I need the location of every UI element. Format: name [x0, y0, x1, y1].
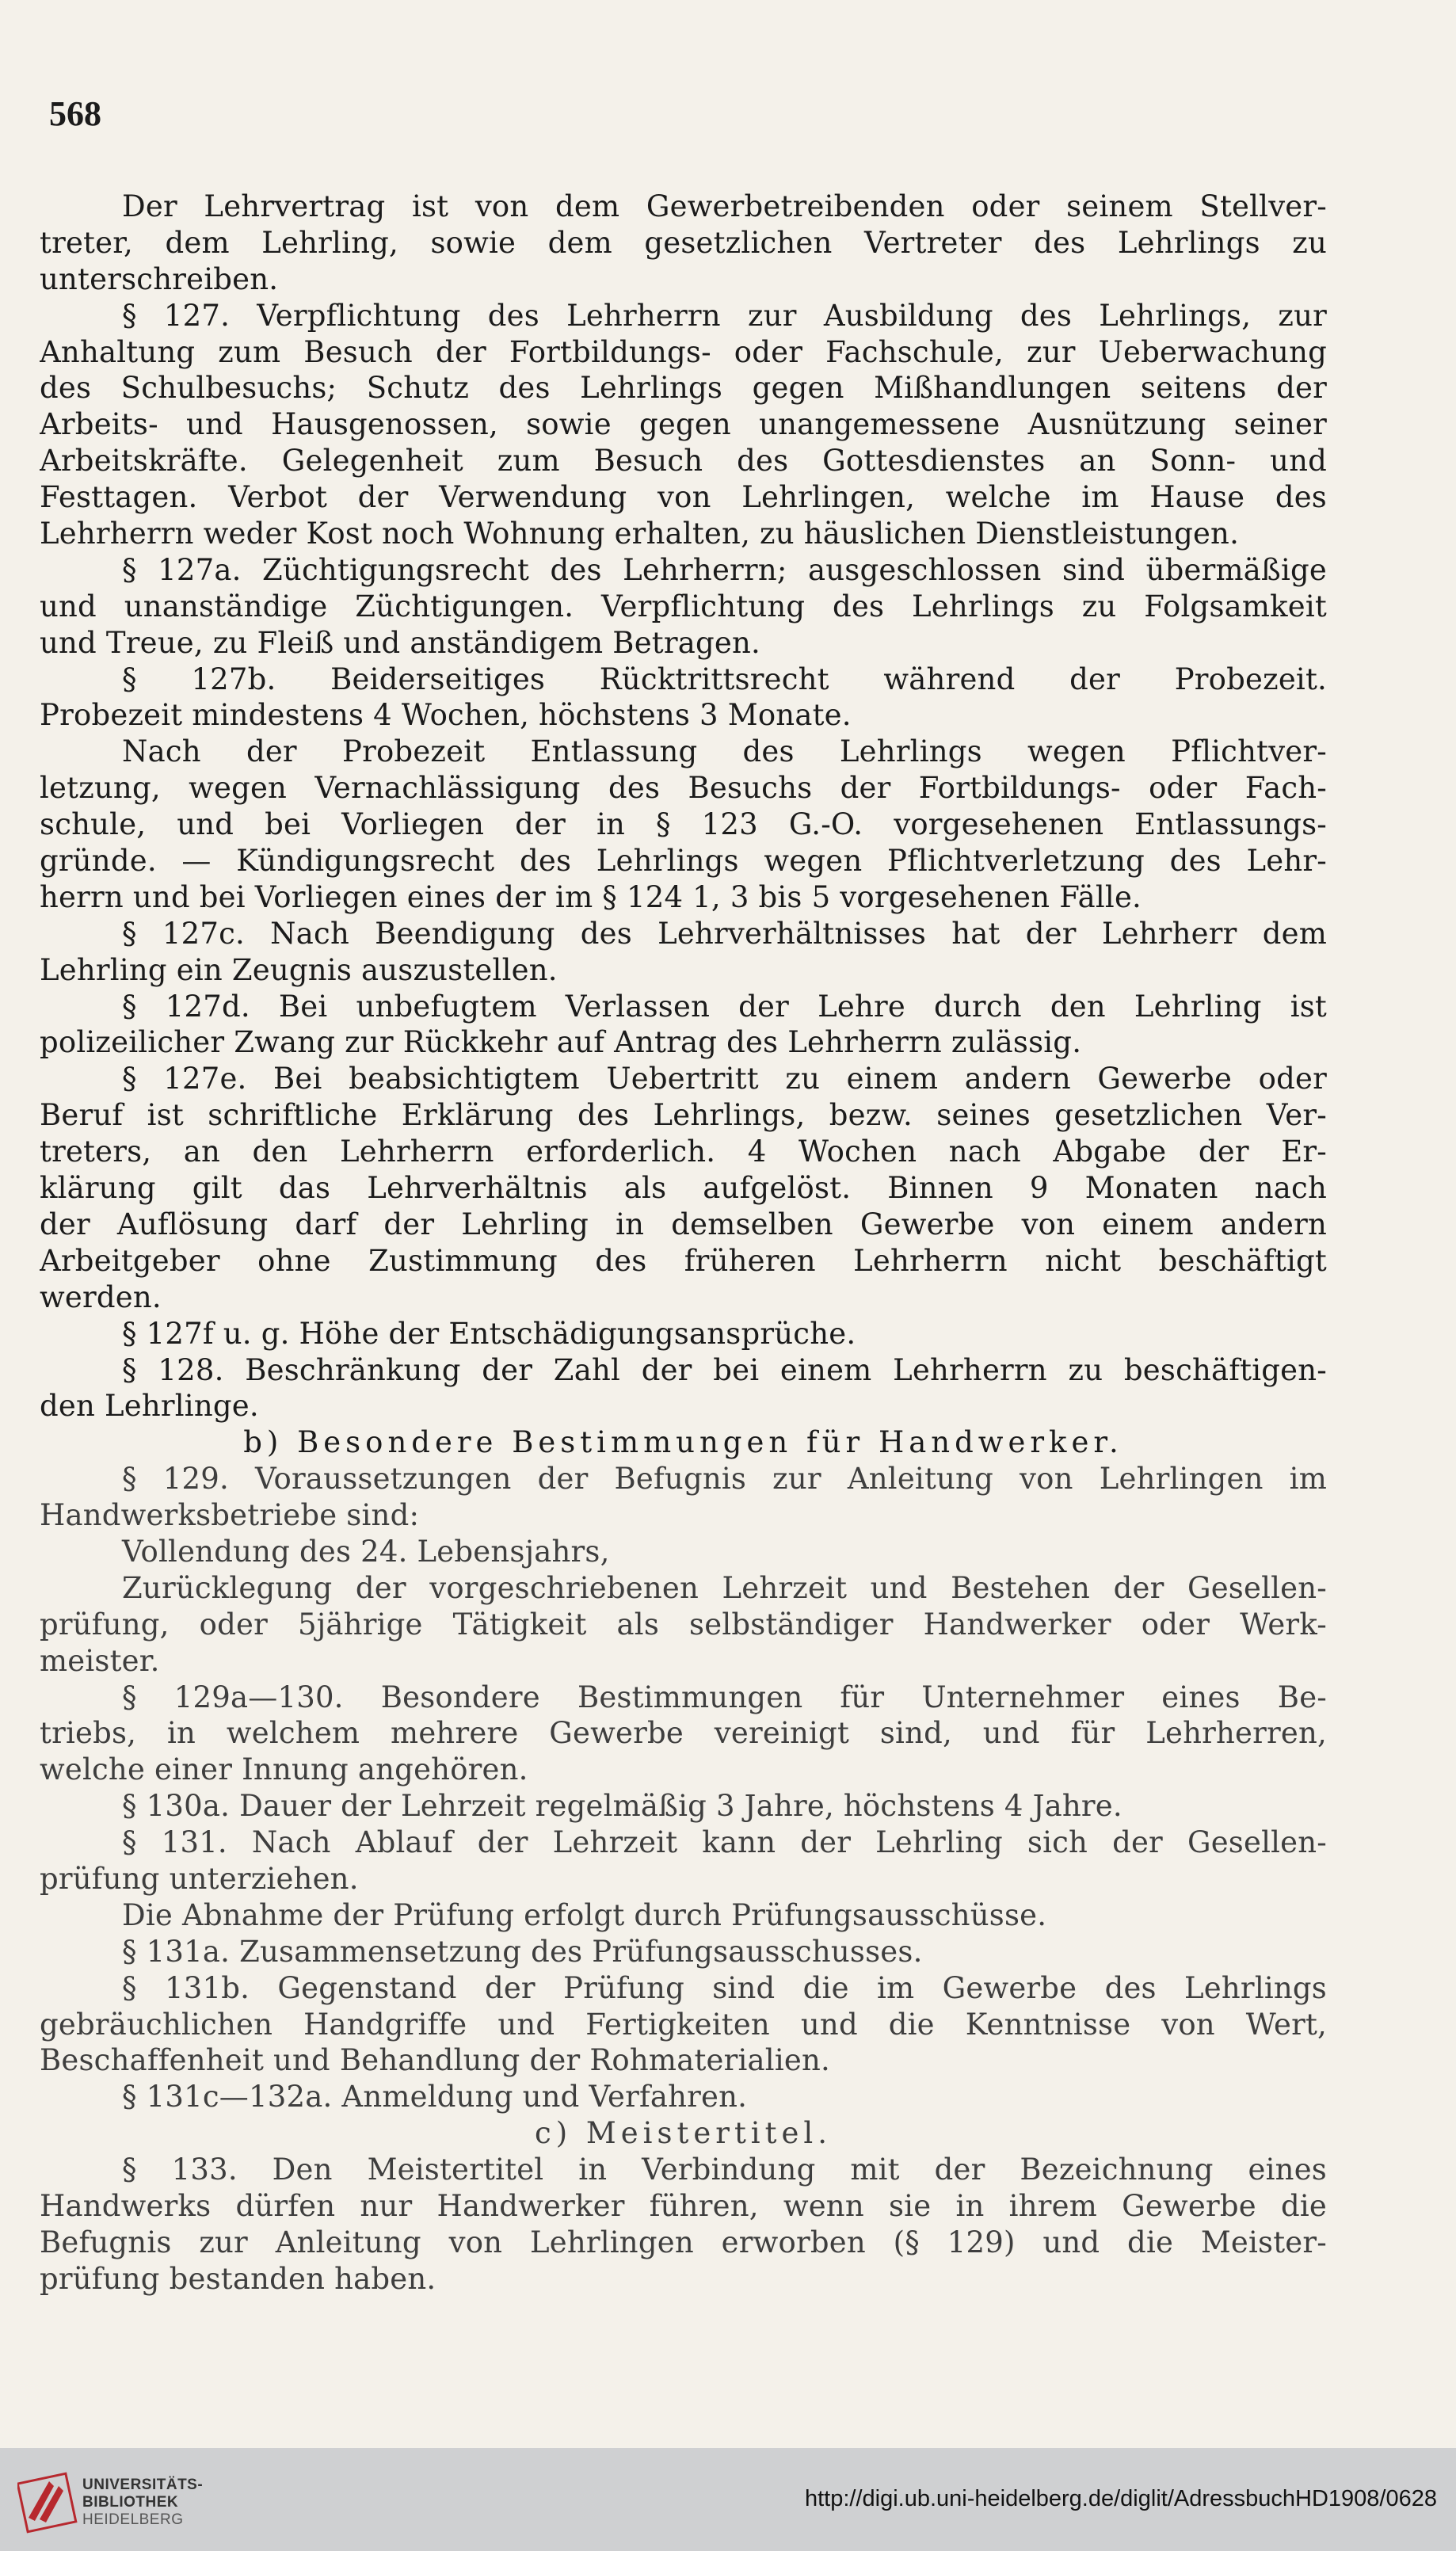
text-line: Lehrherrn weder Kost noch Wohnung erhalten, zu häuslichen Dienstleistungen. [40, 517, 1240, 551]
library-name-line-3: HEIDELBERG [82, 2511, 184, 2528]
text-line: § 127d. Bei unbefugtem Verlassen der Lehre durch den Lehrling ist [122, 989, 1327, 1024]
text-line: Probezeit mindestens 4 Wochen, höchstens 3 Monate. [40, 698, 852, 733]
text-line: Arbeitgeber ohne Zustimmung des früheren Lehrherrn nicht beschäftigt [40, 1243, 1327, 1278]
text-line: § 131c—132a. Anmeldung und Verfahren. [122, 2080, 748, 2114]
text-line: Befugnis zur Anleitung von Lehrlingen erworben (§ 129) und die Meister- [40, 2225, 1327, 2259]
text-line: § 127. Verpflichtung des Lehrherrn zur Ausbildung des Lehrlings, zur [122, 298, 1327, 333]
text-line: prüfung bestanden haben. [40, 2261, 436, 2296]
text-line: Handwerksbetriebe sind: [40, 1498, 420, 1533]
text-line: b) Besondere Bestimmungen für Handwerker. [243, 1425, 1123, 1460]
text-line: Lehrling ein Zeugnis auszustellen. [40, 952, 558, 987]
text-line: § 131. Nach Ablauf der Lehrzeit kann der Lehrling sich der Gesellen- [122, 1825, 1327, 1860]
text-line: Der Lehrvertrag ist von dem Gewerbetreibenden oder seinem Stellver- [122, 189, 1327, 223]
text-line: Arbeitskräfte. Gelegenheit zum Besuch des Gottesdienstes an Sonn- und [40, 444, 1327, 479]
text-line: des Schulbesuchs; Schutz des Lehrlings gegen Mißhandlungen seitens der [40, 371, 1327, 406]
text-line: welche einer Innung angehören. [40, 1752, 528, 1787]
body-text [40, 189, 1327, 2297]
text-line: Arbeits- und Hausgenossen, sowie gegen unangemessene Ausnützung seiner [40, 407, 1327, 442]
university-library-logo-icon[interactable] [17, 2470, 81, 2534]
text-line: § 129. Voraussetzungen der Befugnis zur Anleitung von Lehrlingen im [122, 1462, 1327, 1497]
library-name [82, 2477, 203, 2529]
footer-bar [0, 2448, 1456, 2551]
text-line: Die Abnahme der Prüfung erfolgt durch Prüfungsausschüsse. [122, 1897, 1047, 1932]
library-name-line-1: UNIVERSITÄTS- [82, 2477, 204, 2493]
text-line: § 131a. Zusammensetzung des Prüfungsausschusses. [122, 1934, 923, 1969]
text-line: schule, und bei Vorliegen der in § 123 G.-O. vorgesehenen Entlassungs- [40, 807, 1327, 842]
text-line: herrn und bei Vorliegen eines der im § 124 1, 3 bis 5 vorgesehenen Fälle. [40, 879, 1142, 914]
text-line: § 133. Den Meistertitel in Verbindung mit der Bezeichnung eines [122, 2153, 1327, 2187]
text-line: Nach der Probezeit Entlassung des Lehrlings wegen Pflichtver- [122, 734, 1327, 769]
text-line: klärung gilt das Lehrverhältnis als aufgelöst. Binnen 9 Monaten nach [40, 1171, 1327, 1206]
text-line: § 127c. Nach Beendigung des Lehrverhältnisses hat der Lehrherr dem [122, 916, 1327, 951]
text-line: § 127a. Züchtigungsrecht des Lehrherrn; ausgeschlossen sind übermäßige [122, 552, 1327, 587]
text-line: § 129a—130. Besondere Bestimmungen für Unternehmer eines Be- [122, 1680, 1327, 1714]
text-line: Handwerks dürfen nur Handwerker führen, wenn sie in ihrem Gewerbe die [40, 2188, 1327, 2223]
text-line: § 127f u. g. Höhe der Entschädigungsansprüche. [122, 1316, 856, 1351]
text-line: Vollendung des 24. Lebensjahrs, [122, 1534, 610, 1569]
text-line: werden. [40, 1279, 162, 1314]
text-line: Anhaltung zum Besuch der Fortbildungs- oder Fachschule, zur Ueberwachung [40, 334, 1327, 369]
text-line: prüfung unterziehen. [40, 1861, 359, 1896]
text-line: § 128. Beschränkung der Zahl der bei einem Lehrherrn zu beschäftigen- [122, 1352, 1327, 1387]
text-line: meister. [40, 1643, 160, 1678]
text-line: gebräuchlichen Handgriffe und Fertigkeiten und die Kenntnisse von Wert, [40, 2007, 1327, 2042]
text-line: Beschaffenheit und Behandlung der Rohmaterialien. [40, 2043, 830, 2078]
document-url-link[interactable]: http://digi.ub.uni-heidelberg.de/diglit/AdressbuchHD1908/0628 [804, 2486, 1437, 2511]
text-line: treter, dem Lehrling, sowie dem gesetzlichen Vertreter des Lehrlings zu [40, 225, 1327, 260]
text-line: und unanständige Züchtigungen. Verpflichtung des Lehrlings zu Folgsamkeit [40, 589, 1327, 623]
text-line: § 127b. Beiderseitiges Rücktrittsrecht während der Probezeit. [122, 662, 1327, 696]
text-line: der Auflösung darf der Lehrling in demselben Gewerbe von einem andern [40, 1207, 1327, 1241]
text-line: prüfung, oder 5jährige Tätigkeit als selbständiger Handwerker oder Werk- [40, 1607, 1327, 1642]
text-line: gründe. — Kündigungsrecht des Lehrlings wegen Pflichtverletzung des Lehr- [40, 844, 1327, 879]
text-line: treters, an den Lehrherrn erforderlich. 4 Wochen nach Abgabe der Er- [40, 1134, 1327, 1169]
text-line: Zurücklegung der vorgeschriebenen Lehrzeit und Bestehen der Gesellen- [122, 1570, 1327, 1605]
text-line: § 127e. Bei beabsichtigtem Uebertritt zu einem andern Gewerbe oder [122, 1062, 1327, 1096]
library-name-line-2: BIBLIOTHEK [82, 2494, 179, 2511]
page-number: 568 [49, 94, 101, 133]
text-line: unterschreiben. [40, 261, 279, 296]
text-line: c) Meistertitel. [534, 2116, 833, 2151]
text-line: polizeilicher Zwang zur Rückkehr auf Antrag des Lehrherrn zulässig. [40, 1025, 1082, 1060]
text-line: und Treue, zu Fleiß und anständigem Betragen. [40, 625, 760, 660]
text-line: den Lehrlinge. [40, 1389, 259, 1424]
text-line: letzung, wegen Vernachlässigung des Besuchs der Fortbildungs- oder Fach- [40, 771, 1327, 806]
text-line: § 130a. Dauer der Lehrzeit regelmäßig 3 Jahre, höchstens 4 Jahre. [122, 1789, 1122, 1824]
text-line: Beruf ist schriftliche Erklärung des Lehrlings, bezw. seines gesetzlichen Ver- [40, 1098, 1327, 1133]
text-line: triebs, in welchem mehrere Gewerbe vereinigt sind, und für Lehrherren, [40, 1716, 1327, 1751]
text-line: Festtagen. Verbot der Verwendung von Lehrlingen, welche im Hause des [40, 480, 1327, 515]
text-line: § 131b. Gegenstand der Prüfung sind die im Gewerbe des Lehrlings [122, 1970, 1327, 2005]
